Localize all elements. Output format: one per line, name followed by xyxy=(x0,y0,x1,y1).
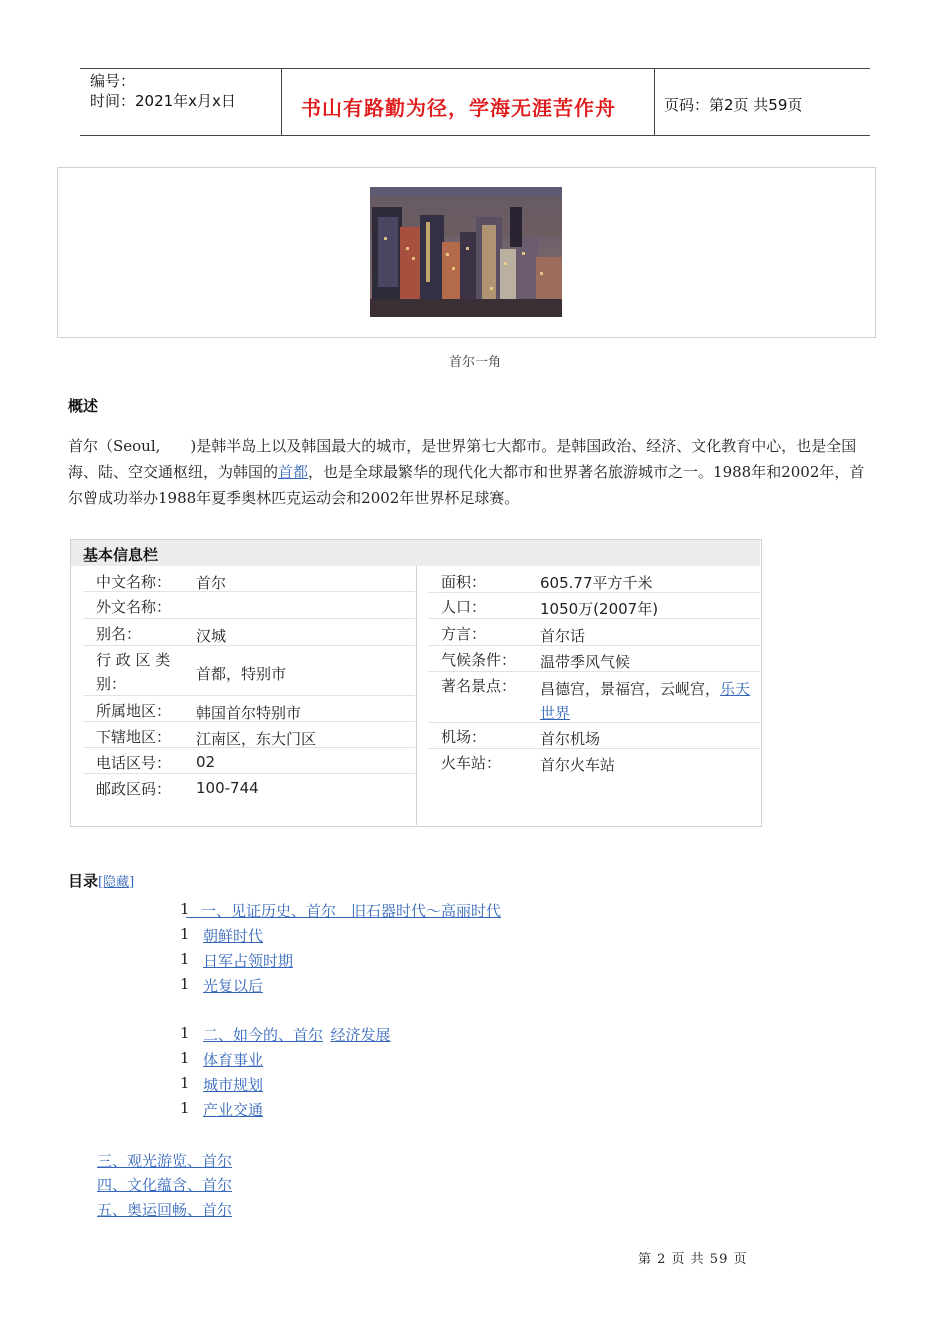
info-label-train-station: 火车站： xyxy=(441,754,502,772)
toc-link-tourism[interactable]: 三、观光游览、首尔 xyxy=(97,1152,233,1170)
header-motto: 书山有路勤为径，学海无涯苦作舟 xyxy=(301,96,616,120)
toc-item-history xyxy=(186,900,501,921)
toc-title: 目录 xyxy=(68,872,99,890)
header-bottom-line xyxy=(80,135,870,136)
infobox-header xyxy=(71,540,760,566)
toc-bullet: 1 xyxy=(180,1049,190,1067)
header-top-line xyxy=(80,68,870,69)
info-label-area: 面积： xyxy=(441,573,487,591)
info-value-climate: 温带季风气候 xyxy=(540,653,631,671)
toc-link-urban-planning[interactable]: 城市规划 xyxy=(203,1076,264,1094)
toc-link-industry-transport[interactable]: 产业交通 xyxy=(203,1101,264,1119)
header-divider-2 xyxy=(654,68,655,135)
header-number: 编号： xyxy=(90,72,136,90)
toc-link-japanese-occupation[interactable]: 日军占领时期 xyxy=(203,952,294,970)
info-value-alias: 汉城 xyxy=(196,627,227,645)
capital-link[interactable]: 首都 xyxy=(278,463,309,481)
infobox-title: 基本信息栏 xyxy=(83,546,159,564)
toc-link-stone-age[interactable]: 旧石器时代～高丽时代 xyxy=(351,902,502,920)
row-line xyxy=(428,645,760,646)
info-value-area: 605.77平方千米 xyxy=(540,574,653,592)
toc-bullet: 1 xyxy=(180,925,190,943)
info-value-chinese-name: 首尔 xyxy=(196,574,227,592)
toc-link-history[interactable]: 一、见证历史、首尔 xyxy=(201,902,337,920)
row-line xyxy=(83,773,415,774)
info-label-foreign-name: 外文名称： xyxy=(96,598,172,616)
info-value-dialect: 首尔话 xyxy=(540,627,586,645)
toc-title-row xyxy=(68,870,134,891)
info-value-area-code: 02 xyxy=(196,753,216,771)
info-value-admin-type: 首都，特别市 xyxy=(196,665,287,683)
info-label-chinese-name: 中文名称： xyxy=(96,573,172,591)
toc-bullet: 1 xyxy=(180,1024,190,1042)
row-line xyxy=(83,618,415,619)
toc-link-olympics[interactable]: 五、奥运回畅、首尔 xyxy=(97,1201,233,1219)
info-value-attractions xyxy=(540,677,762,725)
toc-bullet: 1 xyxy=(180,975,190,993)
overview-text-1: 首尔（Seoul, )是韩半岛上以及韩国最大的城市，是世界第七大都市。是韩国政治、经济、文化教育中心，也是全国海、陆、空交通枢纽，为韩国的 xyxy=(68,437,857,481)
overview-paragraph xyxy=(68,433,878,511)
toc-link-today[interactable]: 二、如今的、首尔 xyxy=(203,1026,324,1044)
info-label-alias: 别名： xyxy=(96,625,142,643)
overview-title: 概述 xyxy=(68,397,99,415)
image-caption: 首尔一角 xyxy=(448,355,501,370)
toc-link-economy[interactable]: 经济发展 xyxy=(330,1026,391,1044)
info-value-train-station: 首尔火车站 xyxy=(540,756,616,774)
toc-bullet: 1 xyxy=(180,950,190,968)
infobox-divider xyxy=(416,566,417,825)
info-label-postal-code: 邮政区码： xyxy=(96,780,172,798)
toc-bullet: 1 xyxy=(180,1074,190,1092)
info-label-admin-type: 行 政 区 类别： xyxy=(96,651,171,693)
info-label-districts: 下辖地区： xyxy=(96,728,172,746)
row-line xyxy=(83,645,415,646)
toc-hide-link[interactable]: [隐藏] xyxy=(98,875,135,890)
info-label-region: 所属地区： xyxy=(96,702,172,720)
toc-item-today xyxy=(203,1024,391,1045)
toc-link-liberation[interactable]: 光复以后 xyxy=(203,977,264,995)
toc-bullet: 1 xyxy=(180,1099,190,1117)
info-value-airport: 首尔机场 xyxy=(540,730,601,748)
info-label-climate: 气候条件： xyxy=(441,651,517,669)
toc-link-culture[interactable]: 四、文化蕴含、首尔 xyxy=(97,1176,233,1194)
overview-text-2: ，也是全球最繁华的现代化大都市和世界著名旅游城市之一。1988年和2002年，首尔曾成功举办1988年夏季奥林匹克运动会和2002年世界杯足球赛。 xyxy=(68,463,865,507)
info-value-districts: 江南区，东大门区 xyxy=(196,730,317,748)
toc-bullet: 1 xyxy=(180,900,190,918)
attractions-text: 昌德宫，景福宫，云岘宫， xyxy=(540,680,721,698)
info-label-attractions: 著名景点： xyxy=(441,677,517,695)
header-page: 页码：第2页 共59页 xyxy=(664,96,803,114)
seoul-cityscape-photo xyxy=(370,187,562,317)
header-divider-1 xyxy=(281,68,282,135)
info-label-population: 人口： xyxy=(441,598,487,616)
info-label-airport: 机场： xyxy=(441,728,487,746)
lotte-world-link[interactable]: 乐天世界 xyxy=(540,680,751,722)
info-label-dialect: 方言： xyxy=(441,625,487,643)
page-footer: 第 2 页 共 59 页 xyxy=(638,1252,748,1267)
info-value-region: 韩国首尔特别市 xyxy=(196,704,302,722)
info-label-area-code: 电话区号： xyxy=(96,754,172,772)
info-value-postal-code: 100-744 xyxy=(196,779,259,797)
info-value-population: 1050万(2007年) xyxy=(540,600,659,618)
header-time: 时间：2021年x月x日 xyxy=(90,92,236,110)
toc-link-joseon[interactable]: 朝鲜时代 xyxy=(203,927,264,945)
toc-link-sports[interactable]: 体育事业 xyxy=(203,1051,264,1069)
